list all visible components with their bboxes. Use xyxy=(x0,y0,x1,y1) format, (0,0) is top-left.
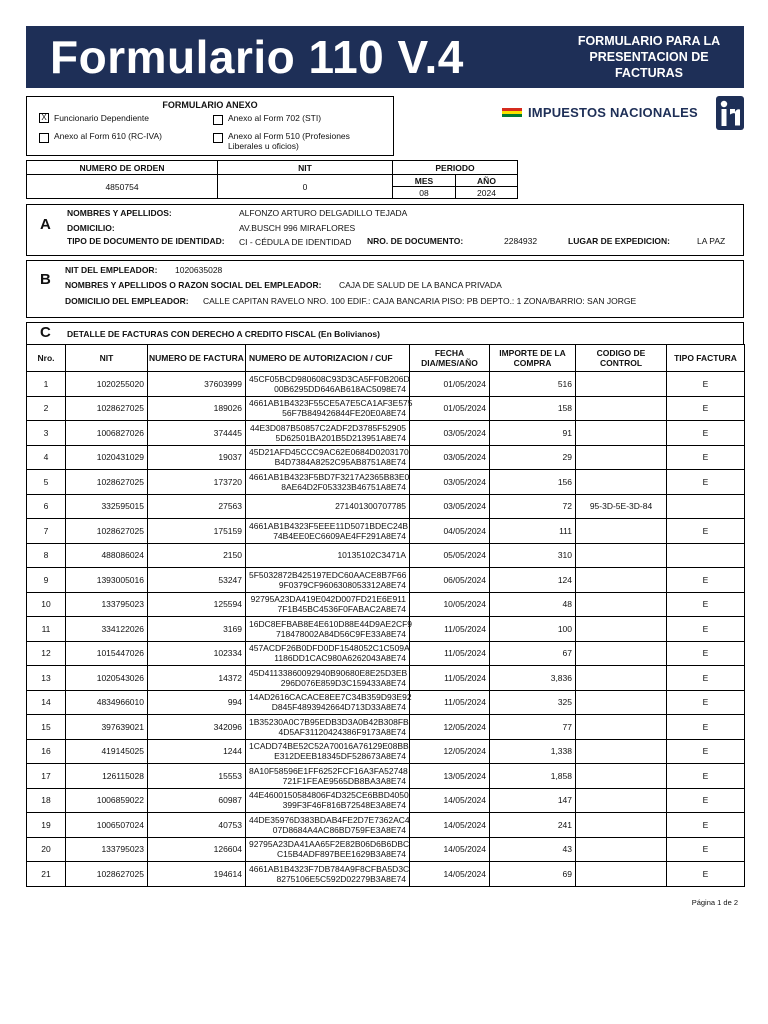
lugar-value: LA PAZ xyxy=(697,236,726,246)
cell-nro: 15 xyxy=(27,715,66,740)
section-a-letter: A xyxy=(40,216,51,233)
col-nit: NIT xyxy=(66,345,148,372)
col-autorizacion: NUMERO DE AUTORIZACION / CUF xyxy=(246,345,410,372)
authorization-line: 92795A23DA419E042D007FD21E6E911 xyxy=(250,594,406,605)
cell-nit: 1020255020 xyxy=(66,372,148,397)
cell-tipo-factura: E xyxy=(667,445,745,470)
cell-nit: 1028627025 xyxy=(66,396,148,421)
cell-nit: 1006859022 xyxy=(66,788,148,813)
authorization-line: 5D62501BA201B5D213951A8E74 xyxy=(275,432,406,443)
table-row xyxy=(27,764,745,789)
razon-social-value: CAJA DE SALUD DE LA BANCA PRIVADA xyxy=(339,280,502,290)
cell-numero-factura: 126604 xyxy=(148,837,246,862)
cell-fecha: 11/05/2024 xyxy=(410,666,490,691)
cell-autorizacion xyxy=(246,470,410,495)
page-number: Página 1 de 2 xyxy=(691,898,738,907)
cell-nro: 4 xyxy=(27,445,66,470)
cell-autorizacion xyxy=(246,813,410,838)
table-row xyxy=(27,445,745,470)
annex-option-form702[interactable] xyxy=(213,113,321,125)
form-header xyxy=(26,26,744,88)
impuestos-nacionales-logo xyxy=(502,96,744,130)
cell-numero-factura: 2150 xyxy=(148,543,246,568)
col-importe: IMPORTE DE LA COMPRA xyxy=(490,345,576,372)
section-c-letter: C xyxy=(40,324,51,341)
cell-importe: 72 xyxy=(490,494,576,519)
cell-codigo-control xyxy=(576,519,667,544)
authorization-line: 9F0379CF9606308053312A8E74 xyxy=(278,579,406,590)
cell-tipo-factura: E xyxy=(667,764,745,789)
nro-doc-label: NRO. DE DOCUMENTO: xyxy=(367,236,464,246)
cell-numero-factura: 14372 xyxy=(148,666,246,691)
cell-codigo-control xyxy=(576,396,667,421)
cell-importe: 100 xyxy=(490,617,576,642)
domicilio-value: AV.BUSCH 996 MIRAFLORES xyxy=(239,223,356,233)
authorization-line: 56F7B849426844FE20E0A8E74 xyxy=(282,408,406,419)
cell-numero-factura: 102334 xyxy=(148,641,246,666)
authorization-line: 45CF05BCD980608C93D3CA5FF0B206D xyxy=(249,373,410,384)
cell-tipo-factura: E xyxy=(667,568,745,593)
cell-codigo-control xyxy=(576,862,667,887)
cell-nit: 488086024 xyxy=(66,543,148,568)
cell-tipo-factura: E xyxy=(667,592,745,617)
table-row xyxy=(27,592,745,617)
cell-importe: 3,836 xyxy=(490,666,576,691)
authorization-line: 718478002A84D56C9FE33A8E74 xyxy=(276,628,406,639)
authorization-line: 399F3F46F816B72548E3A8E74 xyxy=(282,800,406,811)
annex-option-label: Anexo al Form 610 (RC-IVA) xyxy=(54,131,163,141)
col-tipo-factura: TIPO FACTURA xyxy=(667,345,745,372)
table-row xyxy=(27,690,745,715)
cell-nit: 1028627025 xyxy=(66,470,148,495)
domicilio-empleador-value: CALLE CAPITAN RAVELO NRO. 100 EDIF.: CAJA BANCARIA PISO: PB DEPTO.: 1 ZONA/BARRIO: SAN JORGE xyxy=(203,296,637,306)
cell-fecha: 10/05/2024 xyxy=(410,592,490,617)
cell-nro: 2 xyxy=(27,396,66,421)
cell-fecha: 03/05/2024 xyxy=(410,470,490,495)
cell-nit: 133795023 xyxy=(66,592,148,617)
cell-tipo-factura: E xyxy=(667,837,745,862)
cell-nit: 334122026 xyxy=(66,617,148,642)
cell-fecha: 03/05/2024 xyxy=(410,494,490,519)
cell-autorizacion xyxy=(246,837,410,862)
table-row xyxy=(27,813,745,838)
cell-tipo-factura: E xyxy=(667,396,745,421)
cell-codigo-control xyxy=(576,445,667,470)
cell-nit: 1006507024 xyxy=(66,813,148,838)
cell-codigo-control xyxy=(576,641,667,666)
cell-tipo-factura: E xyxy=(667,421,745,446)
authorization-line: 4661AB1B4323F5EEE11D5071BDEC24B xyxy=(249,520,409,531)
cell-tipo-factura: E xyxy=(667,788,745,813)
cell-importe: 1,338 xyxy=(490,739,576,764)
cell-autorizacion xyxy=(246,445,410,470)
table-row xyxy=(27,372,745,397)
authorization-line: 10135102C3471A xyxy=(337,550,406,561)
annex-box xyxy=(26,96,394,156)
cell-autorizacion xyxy=(246,739,410,764)
logo-text: IMPUESTOS NACIONALES xyxy=(528,105,698,120)
cell-fecha: 13/05/2024 xyxy=(410,764,490,789)
checkbox[interactable] xyxy=(39,133,49,143)
table-row xyxy=(27,666,745,691)
cell-numero-factura: 194614 xyxy=(148,862,246,887)
numero-orden-value: 4850754 xyxy=(27,175,218,199)
cell-tipo-factura xyxy=(667,543,745,568)
cell-autorizacion xyxy=(246,641,410,666)
authorization-line: 271401300707785 xyxy=(335,501,406,512)
cell-tipo-factura: E xyxy=(667,470,745,495)
cell-importe: 310 xyxy=(490,543,576,568)
cell-autorizacion xyxy=(246,690,410,715)
tipo-doc-value: CI - CÉDULA DE IDENTIDAD xyxy=(239,237,352,247)
nit-empleador-label: NIT DEL EMPLEADOR: xyxy=(65,265,158,275)
cell-nro: 6 xyxy=(27,494,66,519)
cell-codigo-control xyxy=(576,837,667,862)
cell-tipo-factura: E xyxy=(667,641,745,666)
cell-autorizacion xyxy=(246,519,410,544)
cell-fecha: 14/05/2024 xyxy=(410,788,490,813)
cell-nit: 1006827026 xyxy=(66,421,148,446)
authorization-line: 4661AB1B4323F5BD7F3217A2365B83E0 xyxy=(249,471,410,482)
table-row xyxy=(27,421,745,446)
authorization-line: 5F5032872B425197EDC60AACE8B7F66 xyxy=(249,569,407,580)
authorization-line: 4D5AF31120424386F9173A8E74 xyxy=(278,726,406,737)
authorization-line: E312DEEB18345DF528673A8E74 xyxy=(274,751,406,762)
authorization-line: 00B6295DD646AB618AC5098E74 xyxy=(274,383,406,394)
table-row xyxy=(27,543,745,568)
cell-tipo-factura: E xyxy=(667,666,745,691)
cell-nit: 1020543026 xyxy=(66,666,148,691)
razon-social-label: NOMBRES Y APELLIDOS O RAZON SOCIAL DEL EMPLEADOR: xyxy=(65,280,322,290)
authorization-line: B4D7384A8252C95AB8751A8E74 xyxy=(274,457,406,468)
cell-importe: 156 xyxy=(490,470,576,495)
invoice-table xyxy=(26,344,745,887)
cell-autorizacion xyxy=(246,617,413,642)
tipo-doc-label: TIPO DE DOCUMENTO DE IDENTIDAD: xyxy=(67,236,225,246)
cell-numero-factura: 40753 xyxy=(148,813,246,838)
cell-nro: 10 xyxy=(27,592,66,617)
cell-nro: 8 xyxy=(27,543,66,568)
cell-codigo-control xyxy=(576,568,667,593)
cell-nit: 419145025 xyxy=(66,739,148,764)
col-nro: Nro. xyxy=(27,345,66,372)
cell-importe: 67 xyxy=(490,641,576,666)
invoice-header-row xyxy=(27,345,745,372)
nit-value: 0 xyxy=(218,175,393,199)
authorization-line: 44E4600150584806F4D325CE6BBD4050 xyxy=(249,790,409,801)
section-b xyxy=(26,260,744,318)
cell-nro: 16 xyxy=(27,739,66,764)
authorization-line: 45D21AFD45CCC9AC62E0684D0203170 xyxy=(249,447,409,458)
authorization-line: 721F1FEAE9565DB8BA3A8E74 xyxy=(282,775,406,786)
annex-option-form510[interactable] xyxy=(213,131,383,151)
annex-option-label: Anexo al Form 510 (Profesiones Liberales u oficios) xyxy=(228,131,350,151)
cell-nro: 5 xyxy=(27,470,66,495)
cell-numero-factura: 15553 xyxy=(148,764,246,789)
authorization-line: 44E3D087B50857C2ADF2D3785F52905 xyxy=(250,422,406,433)
cell-autorizacion xyxy=(246,568,410,593)
cell-tipo-factura: E xyxy=(667,739,745,764)
cell-nit: 133795023 xyxy=(66,837,148,862)
cell-importe: 325 xyxy=(490,690,576,715)
table-row xyxy=(27,788,745,813)
cell-nro: 12 xyxy=(27,641,66,666)
authorization-line: 8A10F58596E1FF6252FCF16A3FA52748 xyxy=(249,765,408,776)
cell-importe: 43 xyxy=(490,837,576,862)
authorization-line: 7F1B45BC4536F0FABAC2A8E74 xyxy=(277,604,406,615)
cell-nro: 21 xyxy=(27,862,66,887)
authorization-line: 74B4EE0EC6609AE4FF291A8E74 xyxy=(273,530,406,541)
cell-nro: 11 xyxy=(27,617,66,642)
cell-fecha: 11/05/2024 xyxy=(410,617,490,642)
authorization-line: 4661AB1B4323F55CE5A7E5CA1AF3E575 xyxy=(249,398,413,409)
cell-numero-factura: 3169 xyxy=(148,617,246,642)
section-a xyxy=(26,204,744,256)
section-b-letter: B xyxy=(40,271,51,288)
cell-numero-factura: 27563 xyxy=(148,494,246,519)
table-row xyxy=(27,641,745,666)
cell-numero-factura: 374445 xyxy=(148,421,246,446)
authorization-line: 1B35230A0C7B95EDB3D3A0B42B308FB xyxy=(249,716,409,727)
cell-codigo-control xyxy=(576,813,667,838)
cell-autorizacion xyxy=(246,421,410,446)
cell-tipo-factura: E xyxy=(667,690,745,715)
cell-nro: 14 xyxy=(27,690,66,715)
cell-fecha: 06/05/2024 xyxy=(410,568,490,593)
cell-importe: 241 xyxy=(490,813,576,838)
annex-option-label: Anexo al Form 702 (STI) xyxy=(228,113,322,123)
cell-nro: 9 xyxy=(27,568,66,593)
form-title: Formulario 110 V.4 xyxy=(50,31,464,83)
cell-codigo-control xyxy=(576,739,667,764)
cell-autorizacion xyxy=(246,494,410,519)
annex-option-funcionario[interactable] xyxy=(39,113,149,123)
domicilio-label: DOMICILIO: xyxy=(67,223,115,233)
cell-fecha: 11/05/2024 xyxy=(410,690,490,715)
section-c-header xyxy=(26,322,744,344)
cell-numero-factura: 189026 xyxy=(148,396,246,421)
authorization-line: 8AE64D2F053323B46751A8E74 xyxy=(281,481,406,492)
cell-numero-factura: 19037 xyxy=(148,445,246,470)
cell-numero-factura: 125594 xyxy=(148,592,246,617)
authorization-line: 45D41133860092940B90680E8E25D3EB xyxy=(249,667,408,678)
cell-importe: 69 xyxy=(490,862,576,887)
cell-autorizacion xyxy=(246,715,410,740)
numero-orden-label: NUMERO DE ORDEN xyxy=(27,161,218,175)
cell-nro: 1 xyxy=(27,372,66,397)
table-row xyxy=(27,470,745,495)
cell-nro: 3 xyxy=(27,421,66,446)
mes-label: MES xyxy=(393,175,456,187)
cell-codigo-control xyxy=(576,666,667,691)
cell-numero-factura: 60987 xyxy=(148,788,246,813)
table-row xyxy=(27,715,745,740)
authorization-line: C15B4ADF897BEE1629B3A8E74 xyxy=(276,849,406,860)
cell-fecha: 12/05/2024 xyxy=(410,739,490,764)
checkbox-checked[interactable]: X xyxy=(39,113,49,123)
form-subtitle: FORMULARIO PARA LA PRESENTACION DE FACTURAS xyxy=(577,34,721,80)
cell-nit: 1015447026 xyxy=(66,641,148,666)
cell-fecha: 14/05/2024 xyxy=(410,837,490,862)
domicilio-empleador-label: DOMICILIO DEL EMPLEADOR: xyxy=(65,296,189,306)
cell-nro: 20 xyxy=(27,837,66,862)
cell-autorizacion xyxy=(246,764,410,789)
annex-option-form610[interactable] xyxy=(39,131,162,143)
cell-tipo-factura: E xyxy=(667,813,745,838)
authorization-line: 14AD2616CACACE8EE7C34B359D93E92 xyxy=(249,692,412,703)
checkbox[interactable] xyxy=(213,115,223,125)
cell-tipo-factura: E xyxy=(667,862,745,887)
ano-value: 2024 xyxy=(456,187,518,199)
cell-numero-factura: 37603999 xyxy=(148,372,246,397)
cell-codigo-control xyxy=(576,690,667,715)
cell-nit: 332595015 xyxy=(66,494,148,519)
table-row xyxy=(27,494,745,519)
cell-importe: 91 xyxy=(490,421,576,446)
cell-nit: 397639021 xyxy=(66,715,148,740)
cell-fecha: 01/05/2024 xyxy=(410,396,490,421)
cell-fecha: 12/05/2024 xyxy=(410,715,490,740)
cell-codigo-control xyxy=(576,470,667,495)
table-row xyxy=(27,396,745,421)
cell-nro: 19 xyxy=(27,813,66,838)
cell-tipo-factura: E xyxy=(667,519,745,544)
cell-autorizacion xyxy=(246,862,410,887)
cell-importe: 516 xyxy=(490,372,576,397)
cell-importe: 158 xyxy=(490,396,576,421)
table-row xyxy=(27,519,745,544)
cell-autorizacion xyxy=(246,543,410,568)
cell-numero-factura: 1244 xyxy=(148,739,246,764)
col-numero-factura: NUMERO DE FACTURA xyxy=(148,345,246,372)
cell-numero-factura: 994 xyxy=(148,690,246,715)
mes-value: 08 xyxy=(393,187,456,199)
cell-codigo-control xyxy=(576,617,667,642)
cell-nit: 1028627025 xyxy=(66,519,148,544)
cell-codigo-control xyxy=(576,592,667,617)
authorization-line: 8275106E5C592D02279B3A8E74 xyxy=(276,873,406,884)
table-row xyxy=(27,617,745,642)
table-row xyxy=(27,739,745,764)
cell-nit: 1028627025 xyxy=(66,862,148,887)
nit-empleador-value: 1020635028 xyxy=(175,265,223,275)
cell-fecha: 11/05/2024 xyxy=(410,641,490,666)
col-fecha: FECHA DIA/MES/AÑO xyxy=(410,345,490,372)
cell-autorizacion xyxy=(246,788,410,813)
cell-fecha: 05/05/2024 xyxy=(410,543,490,568)
cell-nro: 13 xyxy=(27,666,66,691)
cell-importe: 1,858 xyxy=(490,764,576,789)
cell-codigo-control xyxy=(576,421,667,446)
cell-autorizacion xyxy=(246,592,410,617)
lugar-label: LUGAR DE EXPEDICION: xyxy=(568,236,671,246)
cell-tipo-factura xyxy=(667,494,745,519)
cell-numero-factura: 53247 xyxy=(148,568,246,593)
cell-codigo-control xyxy=(576,715,667,740)
ano-label: AÑO xyxy=(456,175,518,187)
impuestos-logo-mark-icon xyxy=(716,96,744,130)
cell-autorizacion xyxy=(246,666,410,691)
cell-tipo-factura: E xyxy=(667,715,745,740)
cell-nro: 18 xyxy=(27,788,66,813)
nombres-value: ALFONZO ARTURO DELGADILLO TEJADA xyxy=(239,208,408,218)
cell-fecha: 14/05/2024 xyxy=(410,813,490,838)
cell-codigo-control xyxy=(576,788,667,813)
cell-nit: 1393005016 xyxy=(66,568,148,593)
nro-doc-value: 2284932 xyxy=(504,236,538,246)
table-row xyxy=(27,568,745,593)
cell-importe: 124 xyxy=(490,568,576,593)
section-c-title: DETALLE DE FACTURAS CON DERECHO A CREDITO FISCAL (En Bolivianos) xyxy=(67,329,380,339)
cell-nit: 126115028 xyxy=(66,764,148,789)
authorization-line: 92795A23DA41AA65F2E82B06D6B6DBC xyxy=(249,839,410,850)
order-table xyxy=(26,160,518,199)
cell-codigo-control xyxy=(576,543,667,568)
authorization-line: 4661AB1B4323F7DB784A9F8CFBA5D3C xyxy=(249,863,410,874)
cell-importe: 48 xyxy=(490,592,576,617)
cell-numero-factura: 173720 xyxy=(148,470,246,495)
cell-importe: 29 xyxy=(490,445,576,470)
authorization-line: 1CADD74BE52C52A70016A76129E08BB xyxy=(249,741,409,752)
cell-codigo-control: 95-3D-5E-3D-84 xyxy=(576,494,667,519)
cell-nro: 17 xyxy=(27,764,66,789)
cell-tipo-factura: E xyxy=(667,617,745,642)
cell-fecha: 03/05/2024 xyxy=(410,421,490,446)
annex-option-label: Funcionario Dependiente xyxy=(54,113,149,123)
authorization-line: 16DC8EFBAB8E4E610D88E44D9AE2CF9 xyxy=(249,618,413,629)
cell-fecha: 01/05/2024 xyxy=(410,372,490,397)
annex-title: FORMULARIO ANEXO xyxy=(162,100,258,110)
cell-importe: 77 xyxy=(490,715,576,740)
cell-nro: 7 xyxy=(27,519,66,544)
cell-numero-factura: 342096 xyxy=(148,715,246,740)
table-row xyxy=(27,862,745,887)
cell-importe: 147 xyxy=(490,788,576,813)
cell-fecha: 04/05/2024 xyxy=(410,519,490,544)
col-codigo-control: CODIGO DE CONTROL xyxy=(576,345,667,372)
cell-codigo-control xyxy=(576,764,667,789)
nombres-label: NOMBRES Y APELLIDOS: xyxy=(67,208,172,218)
cell-numero-factura: 175159 xyxy=(148,519,246,544)
cell-fecha: 14/05/2024 xyxy=(410,862,490,887)
authorization-line: 457ACDF26B0DFD0DF1548052C1C509A xyxy=(249,643,410,654)
cell-importe: 111 xyxy=(490,519,576,544)
table-row xyxy=(27,837,745,862)
authorization-line: 296D076E859D3C159433A8E74 xyxy=(280,677,406,688)
cell-tipo-factura: E xyxy=(667,372,745,397)
authorization-line: 44DE35976D383BDAB4FE2D7E7362AC4 xyxy=(249,814,410,825)
checkbox[interactable] xyxy=(213,133,223,143)
cell-autorizacion xyxy=(246,396,413,421)
cell-autorizacion xyxy=(246,372,410,397)
periodo-label: PERIODO xyxy=(393,161,518,175)
cell-nit: 4834966010 xyxy=(66,690,148,715)
cell-codigo-control xyxy=(576,372,667,397)
authorization-line: D845F4893942664D713D33A8E74 xyxy=(271,702,406,713)
authorization-line: 07D8684A4AC86BD759FE3A8E74 xyxy=(272,824,406,835)
cell-nit: 1020431029 xyxy=(66,445,148,470)
authorization-line: 1186DD1CAC980A6262043A8E74 xyxy=(274,653,406,664)
bolivia-flag-icon xyxy=(502,108,522,117)
nit-label: NIT xyxy=(218,161,393,175)
cell-fecha: 03/05/2024 xyxy=(410,445,490,470)
